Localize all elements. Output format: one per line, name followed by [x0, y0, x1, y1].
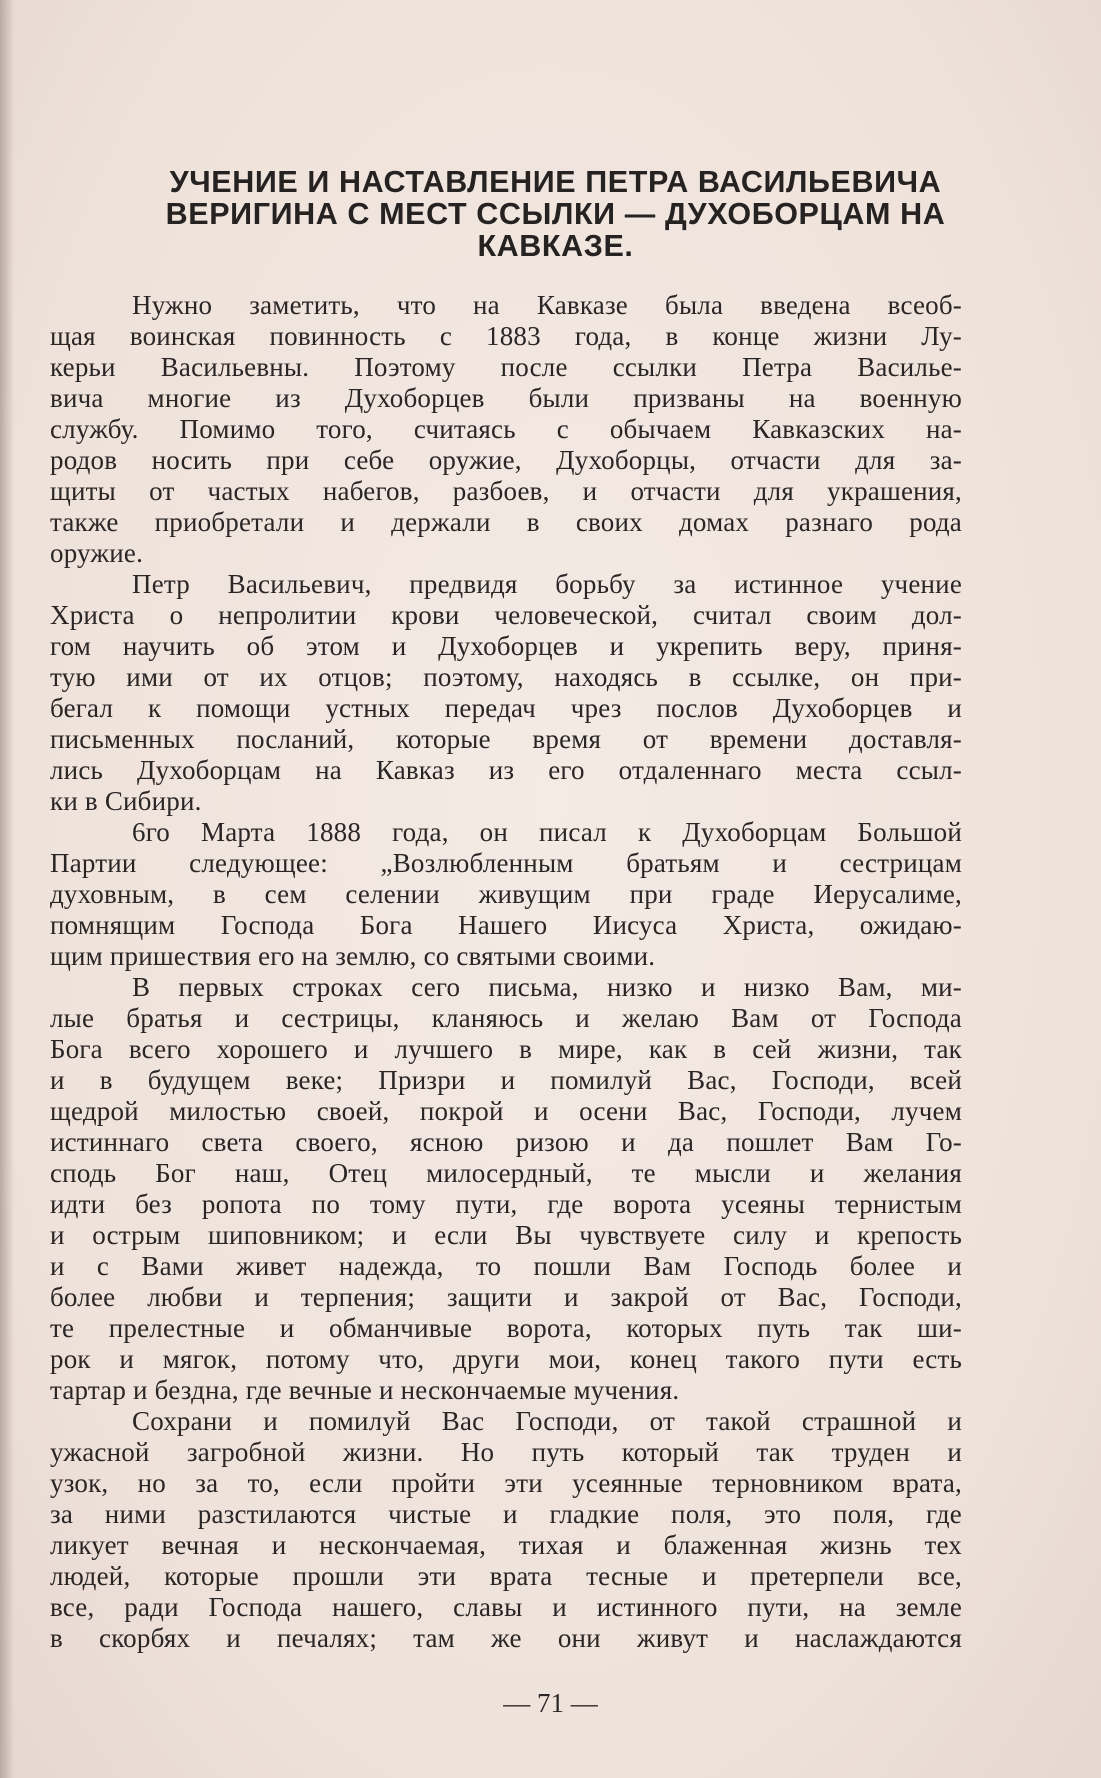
- title-line: КАВКАЗЕ.: [477, 229, 634, 263]
- text-line: лые братья и сестрицы, кланяюсь и желаю Вам от Господа: [50, 1003, 962, 1033]
- text-line: письменных посланий, которые время от времени доставля-: [50, 724, 962, 754]
- text-line: истиннаго света своего, ясною ризою и да пошлет Вам Го-: [50, 1127, 962, 1157]
- text-line: ужасной загробной жизни. Но путь который так труден и: [50, 1437, 962, 1467]
- text-line: щая воинская повинность с 1883 года, в конце жизни Лу-: [50, 321, 962, 351]
- text-line: оружие.: [50, 538, 144, 568]
- text-line: бегал к помощи устных передач чрез послов Духоборцев и: [50, 693, 962, 723]
- text-line: идти без ропота по тому пути, где ворота усеяны тернистым: [50, 1189, 962, 1219]
- text-line: Сохрани и помилуй Вас Господи, от такой страшной и: [132, 1406, 962, 1436]
- paragraph: [50, 817, 962, 972]
- text-line: сподь Бог наш, Отец милосердный, те мысли и желания: [50, 1158, 962, 1188]
- text-line: также приобретали и держали в своих домах разнаго рода: [50, 507, 962, 537]
- text-line: службу. Помимо того, считаясь с обычаем Кавказских на-: [50, 414, 962, 444]
- title-line: УЧЕНИЕ И НАСТАВЛЕНИЕ ПЕТРА ВАСИЛЬЕВИЧА: [169, 165, 942, 199]
- text-line: родов носить при себе оружие, Духоборцы, отчасти для за-: [50, 445, 962, 475]
- binding-shadow: [0, 0, 14, 1778]
- chapter-title: [70, 166, 1041, 262]
- text-line: все, ради Господа нашего, славы и истинного пути, на земле: [50, 1592, 962, 1622]
- text-line: Петр Васильевич, предвидя борьбу за истинное учение: [132, 569, 962, 599]
- text-line: Нужно заметить, что на Кавказе была введена всеоб-: [132, 290, 962, 320]
- text-line: те прелестные и обманчивые ворота, которых путь так ши-: [50, 1313, 962, 1343]
- text-line: узок, но за то, если пройти эти усеянные терновником врата,: [50, 1468, 962, 1498]
- paragraph: [50, 290, 962, 569]
- text-line: более любви и терпения; защити и закрой от Вас, Господи,: [50, 1282, 962, 1312]
- text-line: вича многие из Духоборцев были призваны на военную: [50, 383, 962, 413]
- text-line: в скорбях и печалях; там же они живут и наслаждаются: [50, 1623, 962, 1653]
- text-line: керьи Васильевны. Поэтому после ссылки Петра Василье-: [50, 352, 962, 382]
- text-line: тартар и бездна, где вечные и нескончаемые мучения.: [50, 1375, 680, 1405]
- text-line: рок и мягок, потому что, други мои, конец такого пути есть: [50, 1344, 962, 1374]
- paragraph: [50, 569, 962, 817]
- text-line: тую ими от их отцов; поэтому, находясь в ссылке, он при-: [50, 662, 962, 692]
- text-line: Бога всего хорошего и лучшего в мире, как в сей жизни, так: [50, 1034, 962, 1064]
- text-line: Партии следующее: „Возлюбленным братьям и сестрицам: [50, 848, 962, 878]
- text-line: Христа о непролитии крови человеческой, считал своим дол-: [50, 600, 962, 630]
- text-line: ки в Сибири.: [50, 786, 202, 816]
- text-line: щим пришествия его на землю, со святыми своими.: [50, 941, 656, 971]
- text-line: В первых строках сего письма, низко и низко Вам, ми-: [132, 972, 962, 1002]
- text-line: щиты от частых набегов, разбоев, и отчасти для украшения,: [50, 476, 962, 506]
- text-line: духовным, в сем селении живущим при граде Иерусалиме,: [50, 879, 962, 909]
- paragraph: [50, 1406, 962, 1654]
- text-line: за ними разстилаются чистые и гладкие поля, это поля, где: [50, 1499, 962, 1529]
- text-line: и острым шиповником; и если Вы чувствуете силу и крепость: [50, 1220, 962, 1250]
- title-line: ВЕРИГИНА С МЕСТ ССЫЛКИ — ДУХОБОРЦАМ НА: [165, 197, 946, 231]
- text-line: помнящим Господа Бога Нашего Иисуса Христа, ожидаю-: [50, 910, 962, 940]
- text-line: лись Духоборцам на Кавказ из его отдаленнаго места ссыл-: [50, 755, 962, 785]
- text-line: 6го Марта 1888 года, он писал к Духоборцам Большой: [132, 817, 962, 847]
- text-line: людей, которые прошли эти врата тесные и претерпели все,: [50, 1561, 962, 1591]
- paragraph: [50, 972, 962, 1406]
- text-line: щедрой милостью своей, покрой и осени Вас, Господи, лучем: [50, 1096, 962, 1126]
- body-text: [50, 290, 962, 1654]
- text-line: ликует вечная и нескончаемая, тихая и блаженная жизнь тех: [50, 1530, 962, 1560]
- text-line: гом научить об этом и Духоборцев и укрепить веру, приня-: [50, 631, 962, 661]
- text-line: и в будущем веке; Призри и помилуй Вас, Господи, всей: [50, 1065, 962, 1095]
- text-line: и с Вами живет надежда, то пошли Вам Господь более и: [50, 1251, 962, 1281]
- page-number: — 71 —: [503, 1688, 598, 1718]
